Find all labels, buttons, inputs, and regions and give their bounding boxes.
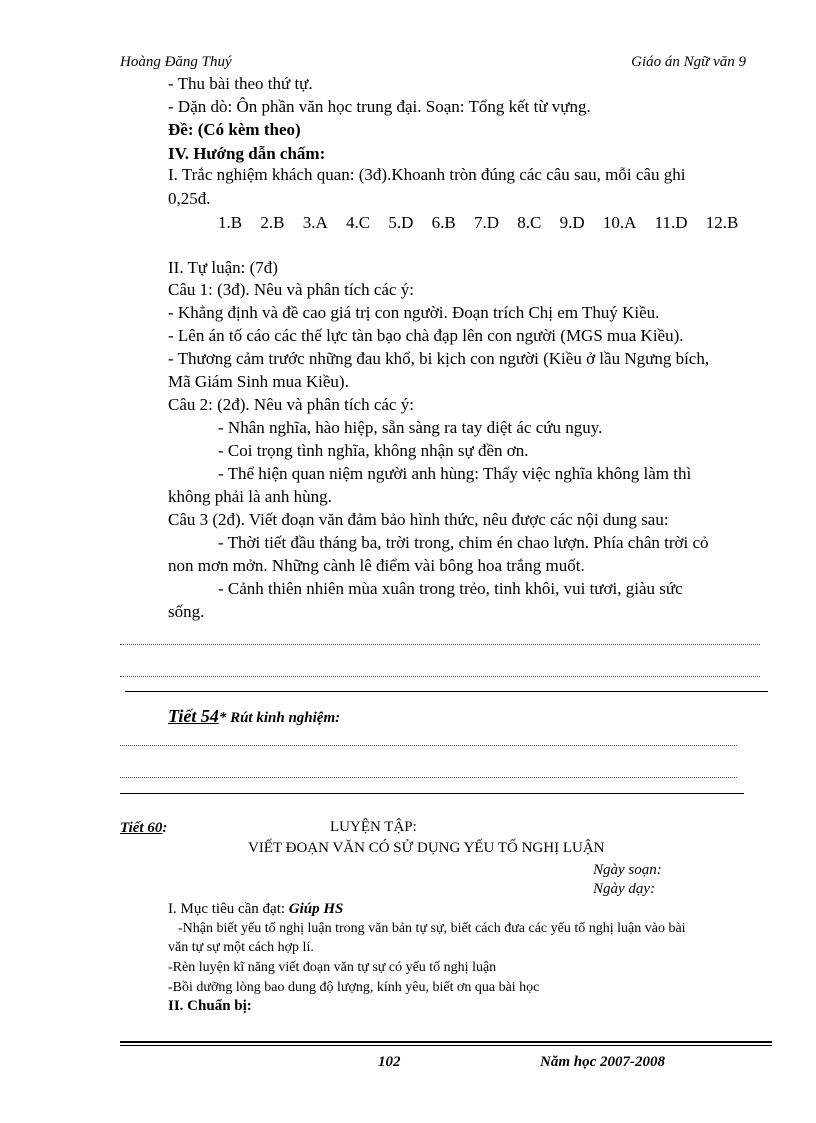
answer: 7.D [473,213,499,232]
review-label: Rút kinh nghiệm: [226,710,341,726]
answer: 6.B [431,213,456,232]
lesson60-title1: LUYỆN TẬP: [330,819,417,835]
header-author: Hoàng Đăng Thuý [120,54,232,70]
divider [125,691,768,692]
date-taught: Ngày dạy: [593,881,656,897]
answer: 10.A [602,213,637,232]
answer: 11.D [654,213,688,232]
lesson60-colon: : [162,820,168,836]
dotted-line [120,644,760,645]
mc-line-1: I. Trắc nghiệm khách quan: (3đ).Khoanh tròn đúng các câu sau, mỗi câu ghi [168,165,686,184]
objective-2: -Rèn luyện kĩ năng viết đoạn văn tự sự có yếu tố nghị luận [168,960,497,975]
school-year: Năm học 2007-2008 [540,1054,665,1070]
q1-title: Câu 1: (3đ). Nêu và phân tích các ý: [168,280,414,299]
preparation-heading: II. Chuẩn bị: [168,998,252,1014]
q2-point-a: - Nhân nghĩa, hào hiệp, sẵn sàng ra tay diệt ác cứu nguy. [218,418,603,437]
review-lesson: Tiết 54 [168,706,219,726]
answer: 5.D [388,213,414,232]
lesson60-label-wrap [120,820,167,837]
answer: 9.D [559,213,585,232]
q3-title: Câu 3 (2đ). Viết đoạn văn đảm bảo hình thức, nêu được các nội dung sau: [168,510,669,529]
q3-point-a-line1: - Thời tiết đầu tháng ba, trời trong, chim én chao lượn. Phía chân trời cỏ [218,533,709,552]
objective-1-line2: văn tự sự một cách hợp lí. [168,940,314,955]
lesson60-label: Tiết 60 [120,820,163,836]
q1-point-c-line1: - Thương cảm trước những đau khổ, bi kịch con người (Kiều ở lầu Ngưng bích, [168,349,710,368]
q2-point-c-line1: - Thể hiện quan niệm người anh hùng: Thấy việc nghĩa không làm thì [218,464,692,483]
objective-3: -Bồi dưỡng lòng bao dung độ lượng, kính yêu, biết ơn qua bài học [168,980,540,995]
q1-point-c-line2: Mã Giám Sinh mua Kiều). [168,372,349,391]
objectives-target: Giúp HS [288,901,344,917]
mc-line-2: 0,25đ. [168,189,211,208]
q3-point-b-line1: - Cảnh thiên nhiên mùa xuân trong trẻo, tinh khôi, vui tươi, giàu sức [218,579,683,598]
dotted-line [120,745,737,746]
lesson60-title2: VIẾT ĐOẠN VĂN CÓ SỬ DỤNG YẾU TỐ NGHỊ LUẬN [248,840,605,856]
page-number: 102 [378,1054,401,1070]
exam-label: Đề: (Có kèm theo) [168,120,301,139]
objectives-heading [168,901,343,918]
q1-point-a: - Khẳng định và đề cao giá trị con người. Đoạn trích Chị em Thuý Kiều. [168,303,660,322]
essay-heading: II. Tự luận: (7đ) [168,258,278,277]
q2-point-b: - Coi trọng tình nghĩa, không nhận sự đền ơn. [218,441,529,460]
answer: 1.B [218,213,243,232]
answer: 12.B [705,213,739,232]
line-collect: - Thu bài theo thứ tự. [168,74,313,93]
answer: 4.C [345,213,371,232]
review-heading [168,706,340,727]
q2-title: Câu 2: (2đ). Nêu và phân tích các ý: [168,395,414,414]
answer-key [218,212,738,234]
answer: 8.C [517,213,542,232]
answer: 2.B [260,213,285,232]
footer-rule [120,1041,772,1043]
review-star: * [218,710,227,726]
dotted-line [120,777,737,778]
objective-1-line1: -Nhận biết yếu tố nghị luận trong văn bản tự sự, biết cách đưa các yếu tố nghị luận vào bài [178,921,686,936]
q2-point-c-line2: không phải là anh hùng. [168,487,332,506]
objectives-title: I. Mục tiêu cần đạt: [168,901,286,917]
header-subject: Giáo án Ngữ văn 9 [631,54,746,70]
line-homework: - Dặn dò: Ôn phần văn học trung đại. Soạn: Tổng kết từ vựng. [168,97,591,116]
q3-point-b-line2: sống. [168,602,205,621]
q1-point-b: - Lên án tố cáo các thế lực tàn bạo chà đạp lên con người (MGS mua Kiều). [168,326,684,345]
section-iv-heading: IV. Hướng dẫn chấm: [168,144,326,163]
q3-point-a-line2: non mơn mởn. Những cành lê điểm vài bông hoa trắng muốt. [168,556,585,575]
divider [120,793,744,794]
date-prepared: Ngày soạn: [593,862,662,878]
footer-rule [120,1045,772,1046]
answer: 3.A [302,213,328,232]
dotted-line [120,676,760,677]
